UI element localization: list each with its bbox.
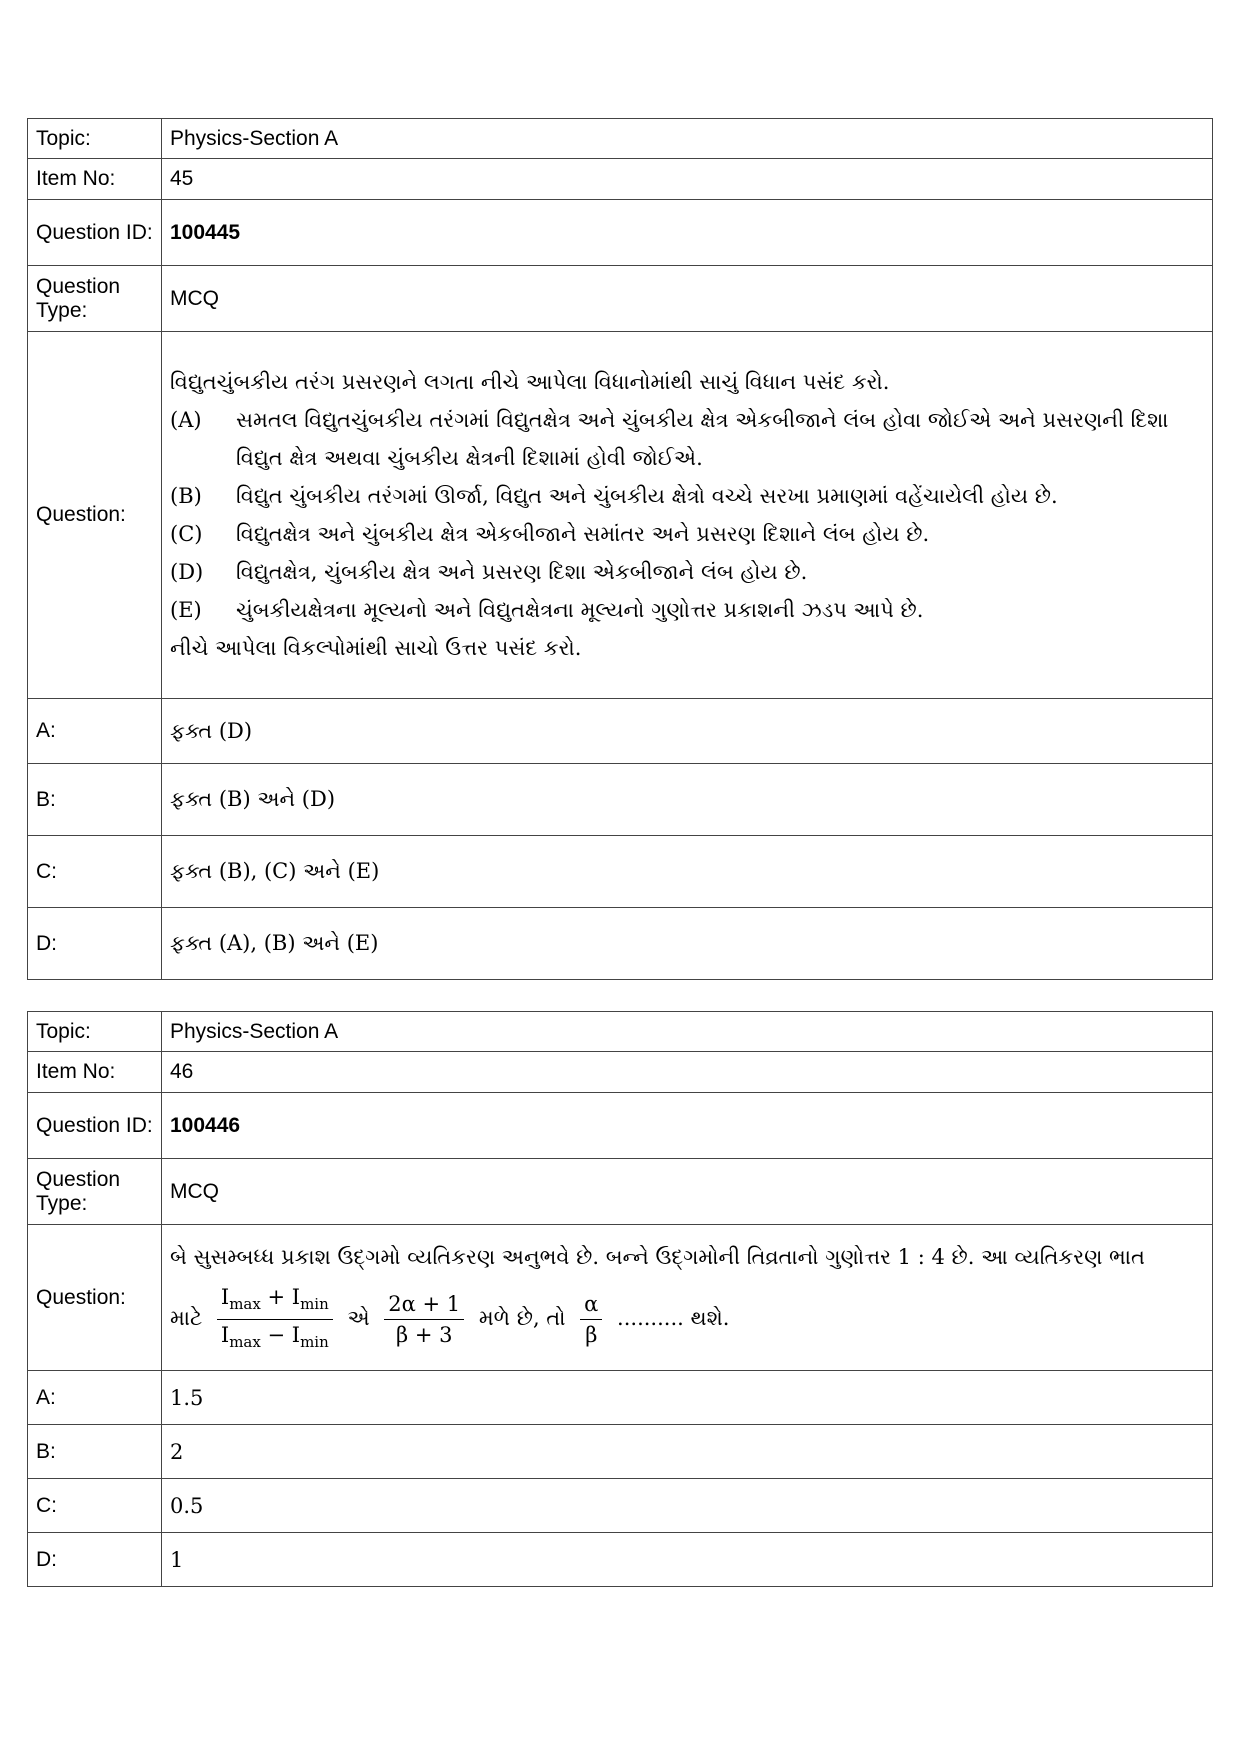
statement-text: વિદ્યુતક્ષેત્ર, ચુંબકીય ક્ષેત્ર અને પ્રસરણ દિશા એકબીજાને લંબ હોય છે. [236,560,808,584]
question-id-value: 100446 [162,1093,1213,1159]
question-table-46 [27,1011,1213,1587]
item-no-value: 45 [162,159,1213,200]
topic-row [28,119,1213,159]
statement-text: સમતલ વિદ્યુતચુંબકીય તરંગમાં વિદ્યુતક્ષેત્ર અને ચુંબકીય ક્ષેત્ર એકબીજાને લંબ હોવા જોઈએ અને પ્રસરણની દિશા વિદ્યુત ક્ષેત્ર અથવા ચુંબકીય ક્ષેત્રની દિશામાં હોવી જોઈએ. [236,408,1169,470]
statement-a [170,401,1204,477]
statement-text: વિદ્યુત ચુંબકીય તરંગમાં ઊર્જા, વિદ્યુત અને ચુંબકીય ક્ષેત્રો વચ્ચે સરખા પ્રમાણમાં વહેંચાયેલી હોય છે. [236,484,1058,508]
statement-e [170,591,1204,629]
option-row-c [28,1479,1213,1533]
item-no-row [28,1052,1213,1093]
alpha-beta-expression [384,1289,464,1350]
question-type-value: MCQ [162,1159,1213,1225]
question-body [162,332,1213,699]
statement-key: (A) [170,408,202,432]
option-label: C: [28,1479,162,1533]
question-type-label: Question Type: [28,266,162,332]
statement-b [170,477,1204,515]
question-type-row [28,1159,1213,1225]
topic-value: Physics-Section A [162,1012,1213,1052]
symbol-i: I [291,1323,301,1347]
question-row [28,332,1213,699]
option-row-c [28,836,1213,908]
fraction-denominator [217,1320,333,1357]
question-id-value: 100445 [162,200,1213,266]
question-id-label: Question ID: [28,200,162,266]
statement-d [170,553,1204,591]
statement-c [170,515,1204,553]
option-label: A: [28,699,162,764]
symbol-i: I [220,1323,230,1347]
topic-value: Physics-Section A [162,119,1213,159]
statement-key: (D) [170,560,204,584]
statement-key: (E) [170,598,202,622]
question-type-row [28,266,1213,332]
question-id-row [28,1093,1213,1159]
fraction-numerator: 2α + 1 [384,1289,464,1320]
operator: − [260,1323,292,1347]
option-label: D: [28,908,162,980]
option-text: 2 [162,1425,1213,1479]
statement-key: (C) [170,522,203,546]
question-id-label: Question ID: [28,1093,162,1159]
option-row-d [28,1533,1213,1587]
item-no-label: Item No: [28,1052,162,1093]
text-pre: માટે [170,1306,203,1330]
option-text: 1 [162,1533,1213,1587]
question-label: Question: [28,1225,162,1371]
option-text: 1.5 [162,1371,1213,1425]
question-label: Question: [28,332,162,699]
question-row [28,1225,1213,1371]
option-text: ફક્ત (A), (B) અને (E) [162,908,1213,980]
question-table-45 [27,118,1213,980]
symbol-i: I [291,1284,301,1309]
option-label: A: [28,1371,162,1425]
option-text: ફક્ત (B) અને (D) [162,764,1213,836]
text-mid1: એ [347,1306,370,1330]
topic-label: Topic: [28,119,162,159]
option-text: ફક્ત (B), (C) અને (E) [162,836,1213,908]
option-label: D: [28,1533,162,1587]
question-body [162,1225,1213,1371]
question-closing: નીચે આપેલા વિકલ્પોમાંથી સાચો ઉત્તર પસંદ કરો. [170,636,582,660]
symbol-i: I [220,1284,230,1309]
option-label: C: [28,836,162,908]
text-tail: .......... થશે. [617,1306,730,1330]
intensity-ratio-fraction [217,1282,333,1357]
statement-text: ચુંબકીયક્ષેત્રના મૂલ્યનો અને વિદ્યુતક્ષેત્રના મૂલ્યનો ગુણોત્તર પ્રકાશની ઝડપ આપે છે. [236,598,924,622]
fraction-numerator: α [580,1289,602,1320]
question-line2 [170,1282,1204,1357]
statement-text: વિદ્યુતક્ષેત્ર અને ચુંબકીય ક્ષેત્ર એકબીજાને સમાંતર અને પ્રસરણ દિશાને લંબ હોય છે. [236,522,930,546]
fraction-denominator: β [585,1323,598,1347]
option-row-d [28,908,1213,980]
subscript: min [300,1295,329,1313]
option-row-b [28,764,1213,836]
question-intro: વિદ્યુતચુંબકીય તરંગ પ્રસરણને લગતા નીચે આપેલા વિધાનોમાંથી સાચું વિધાન પસંદ કરો. [170,370,890,394]
subscript: max [229,1333,261,1352]
question-type-label: Question Type: [28,1159,162,1225]
statement-key: (B) [170,484,202,508]
option-row-b [28,1425,1213,1479]
text-mid2: મળે છે, તો [478,1306,566,1330]
option-row-a [28,1371,1213,1425]
operator: + [260,1284,292,1309]
option-label: B: [28,764,162,836]
topic-label: Topic: [28,1012,162,1052]
item-no-row [28,159,1213,200]
question-id-row [28,200,1213,266]
alpha-over-beta [580,1289,602,1350]
option-text: 0.5 [162,1479,1213,1533]
subscript: min [300,1333,329,1352]
option-text: ફક્ત (D) [162,699,1213,764]
topic-row [28,1012,1213,1052]
question-type-value: MCQ [162,266,1213,332]
option-label: B: [28,1425,162,1479]
subscript: max [229,1295,261,1313]
question-line1: બે સુસમ્બધ્ધ પ્રકાશ ઉદ્ગમો વ્યતિકરણ અનુભવે છે. બન્ને ઉદ્ગમોની તિવ્રતાનો ગુણોત્તર 1 : 4 છે. આ વ્યતિકરણ ભાત [170,1244,1145,1269]
fraction-denominator: β + 3 [396,1323,453,1347]
item-no-label: Item No: [28,159,162,200]
option-row-a [28,699,1213,764]
item-no-value: 46 [162,1052,1213,1093]
fraction-numerator [217,1282,333,1320]
